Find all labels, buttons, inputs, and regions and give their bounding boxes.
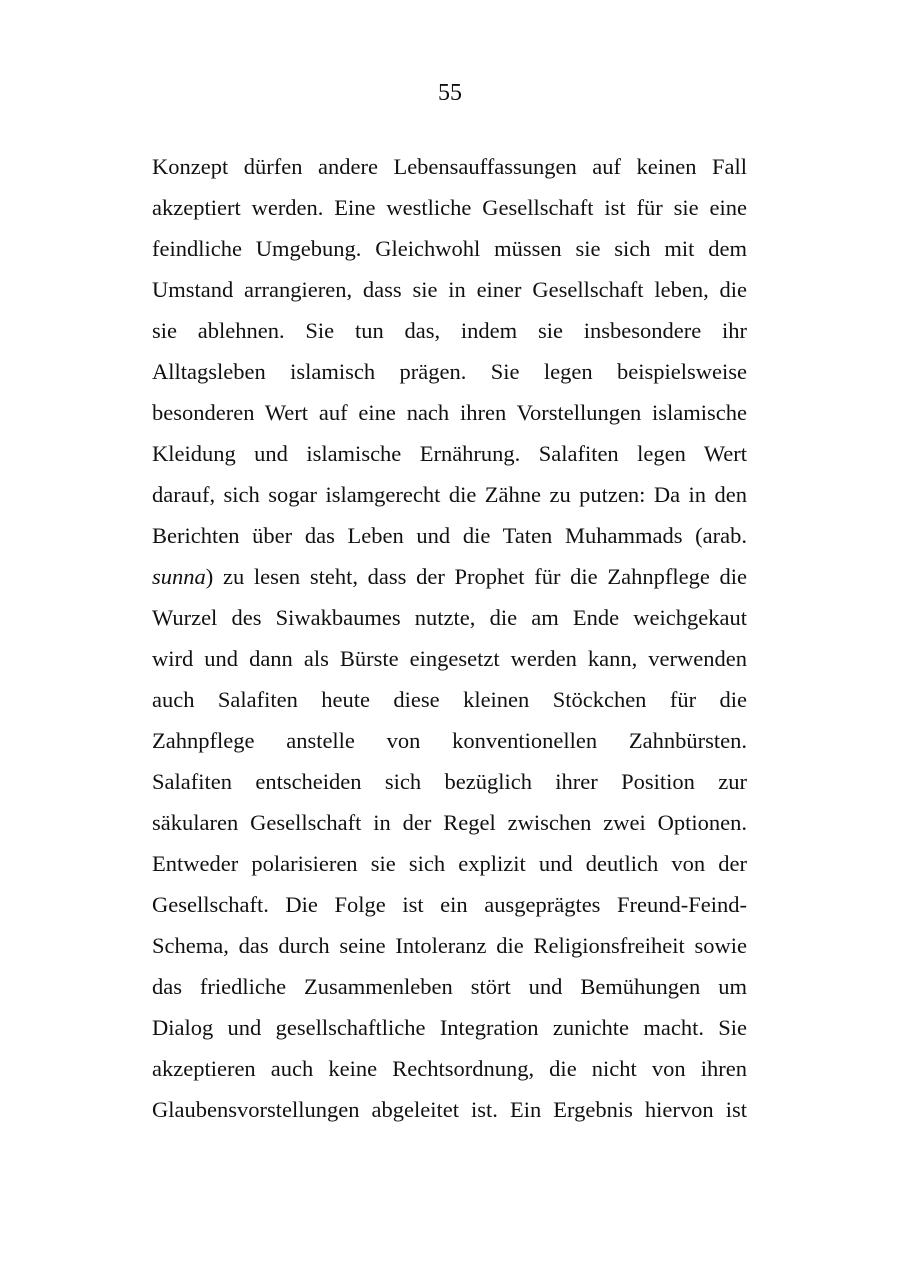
text-line: Konzept dürfen andere Lebensauffassungen auf keinen Fall — [152, 154, 747, 179]
text-line: Glaubensvorstellungen abgeleitet ist. Ein Ergebnis hiervon ist — [152, 1097, 747, 1122]
text-line: Alltagsleben islamisch prägen. Sie legen beispielsweise — [152, 359, 747, 384]
text-line: auch Salafiten heute diese kleinen Stöckchen für die — [152, 687, 747, 712]
text-line: darauf, sich sogar islamgerecht die Zähne zu putzen: Da in den — [152, 482, 747, 507]
text-line: wird und dann als Bürste eingesetzt werden kann, verwenden — [152, 646, 747, 671]
text-line-rest: ) zu lesen steht, dass der Prophet für die Zahnpflege die — [205, 564, 747, 589]
page-number: 55 — [438, 80, 462, 106]
text-line: Kleidung und islamische Ernährung. Salafiten legen Wert — [152, 441, 747, 466]
text-line: Entweder polarisieren sie sich explizit und deutlich von der — [152, 851, 747, 876]
text-line: Dialog und gesellschaftliche Integration zunichte macht. Sie — [152, 1015, 747, 1040]
text-line: Gesellschaft. Die Folge ist ein ausgeprägtes Freund-Feind- — [152, 892, 747, 917]
text-line: feindliche Umgebung. Gleichwohl müssen sie sich mit dem — [152, 236, 747, 261]
italic-term: sunna — [152, 564, 206, 589]
text-line: sie ablehnen. Sie tun das, indem sie insbesondere ihr — [152, 318, 747, 343]
text-line: Salafiten entscheiden sich bezüglich ihrer Position zur — [152, 769, 747, 794]
text-line: das friedliche Zusammenleben stört und Bemühungen um — [152, 974, 747, 999]
text-line: besonderen Wert auf eine nach ihren Vorstellungen islamische — [152, 400, 747, 425]
text-line: akzeptieren auch keine Rechtsordnung, die nicht von ihren — [152, 1056, 747, 1081]
text-line: Schema, das durch seine Intoleranz die Religionsfreiheit sowie — [152, 933, 747, 958]
text-line-with-italic — [152, 556, 747, 597]
text-line: akzeptiert werden. Eine westliche Gesellschaft ist für sie eine — [152, 195, 747, 220]
body-text — [152, 146, 747, 1130]
text-line: Zahnpflege anstelle von konventionellen Zahnbürsten. — [152, 728, 747, 753]
text-line: Umstand arrangieren, dass sie in einer Gesellschaft leben, die — [152, 277, 747, 302]
text-line: Wurzel des Siwakbaumes nutzte, die am Ende weichgekaut — [152, 605, 747, 630]
text-line: Berichten über das Leben und die Taten Muhammads (arab. — [152, 523, 747, 548]
text-line: säkularen Gesellschaft in der Regel zwischen zwei Optionen. — [152, 810, 747, 835]
